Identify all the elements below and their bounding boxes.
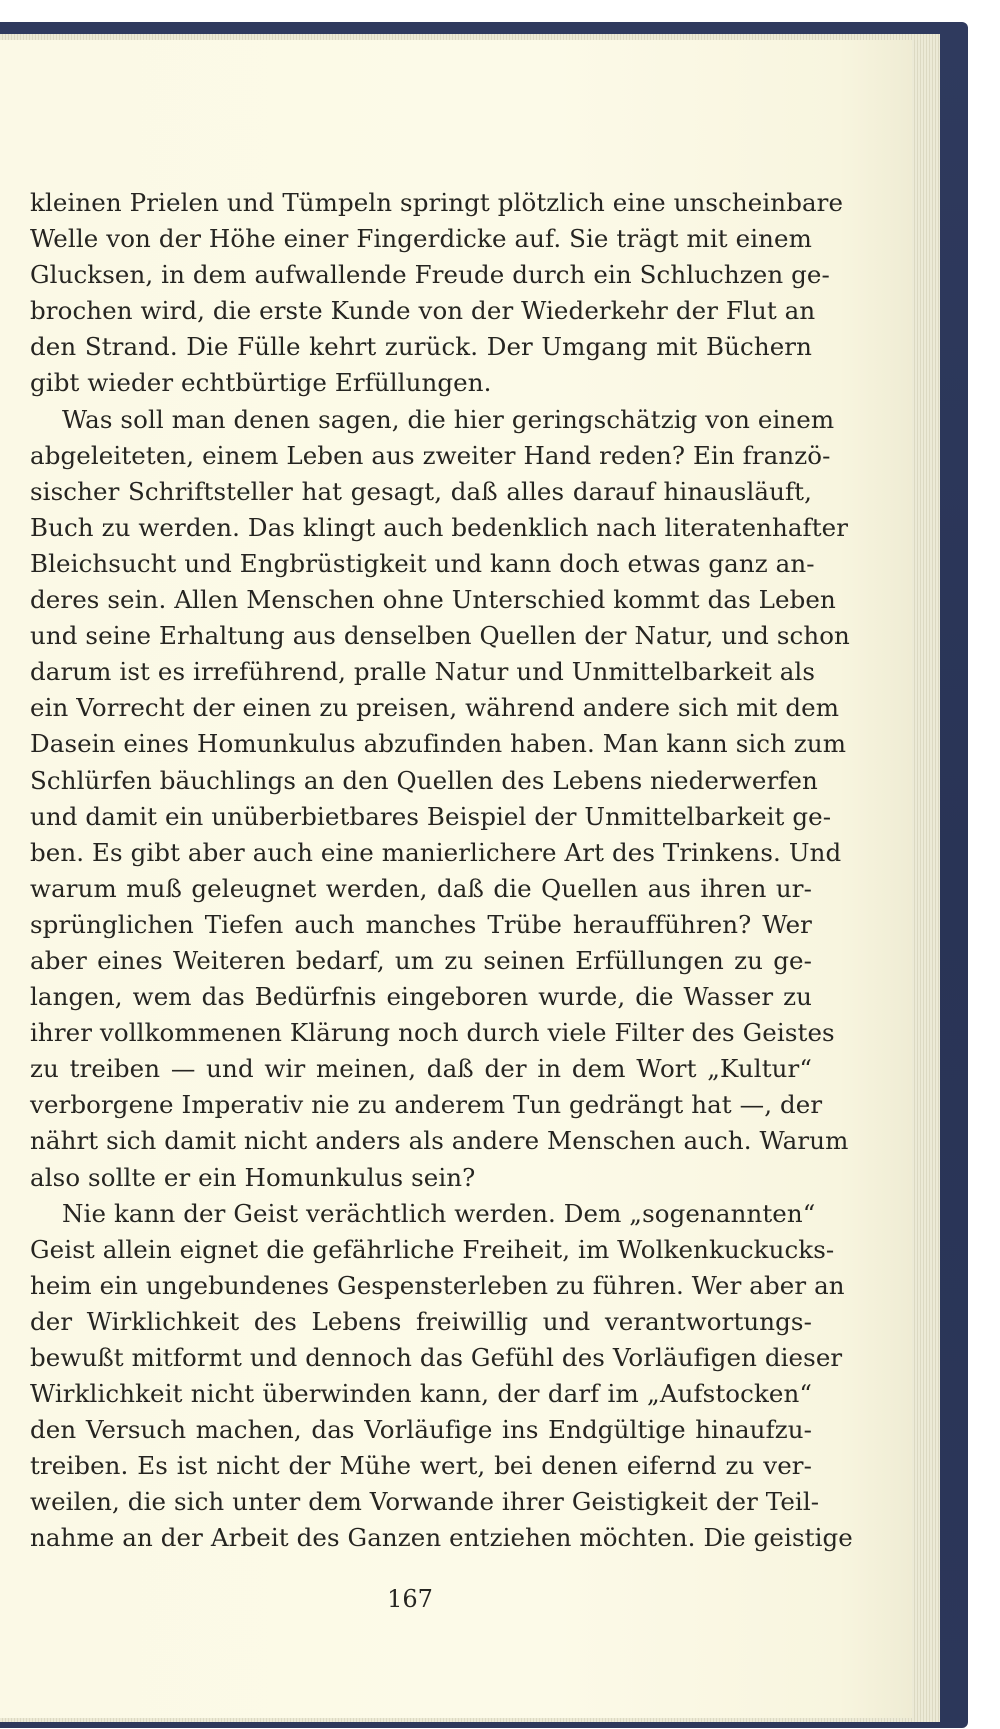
text-line: warum muß geleugnet werden, daß die Quellen aus ihren ur- — [30, 873, 812, 903]
text-line: Bleichsucht und Engbrüstigkeit und kann doch etwas ganz an- — [30, 548, 815, 578]
text-line: verborgene Imperativ nie zu anderem Tun gedrängt hat —, der — [30, 1090, 823, 1120]
text-line: deres sein. Allen Menschen ohne Unterschied kommt das Leben — [30, 585, 836, 615]
text-line: Dasein eines Homunkulus abzufinden haben. Man kann sich zum — [30, 729, 847, 759]
text-line: nahme an der Arbeit des Ganzen entziehen möchten. Die geistige — [30, 1523, 853, 1553]
text-line: Was soll man denen sagen, die hier geringschätzig von einem — [62, 404, 835, 434]
text-line: also sollte er ein Homunkulus sein? — [30, 1162, 476, 1192]
text-line: Welle von der Höhe einer Fingerdicke auf. Sie trägt mit einem — [30, 224, 812, 254]
text-line: weilen, die sich unter dem Vorwande ihrer Geistigkeit der Teil- — [30, 1487, 820, 1517]
text-line: Glucksen, in dem aufwallende Freude durch ein Schluchzen ge- — [30, 260, 830, 290]
text-line: und damit ein unüberbietbares Beispiel der Unmittelbarkeit ge- — [30, 801, 832, 831]
text-line: abgeleiteten, einem Leben aus zweiter Hand reden? Ein franzö- — [30, 440, 831, 470]
text-line: Geist allein eignet die gefährliche Freiheit, im Wolkenkuckucks- — [30, 1234, 835, 1264]
text-line: den Versuch machen, das Vorläufige ins Endgültige hinaufzu- — [30, 1415, 812, 1445]
text-line: bewußt mitformt und dennoch das Gefühl des Vorläufigen dieser — [30, 1343, 843, 1372]
text-line: sischer Schriftsteller hat gesagt, daß alles darauf hinausläuft, — [30, 476, 812, 506]
text-line: Buch zu werden. Das klingt auch bedenklich nach literatenhafter — [30, 512, 849, 542]
text-line: heim ein ungebundenes Gespensterleben zu führen. Wer aber an — [30, 1270, 845, 1300]
book-page — [0, 40, 912, 1718]
body-text — [30, 185, 853, 1557]
text-line: zu treiben — und wir meinen, daß der in dem Wort „Kultur“ — [30, 1054, 812, 1084]
text-line: den Strand. Die Fülle kehrt zurück. Der Umgang mit Büchern — [30, 332, 812, 362]
text-line: und seine Erhaltung aus denselben Quellen der Natur, und schon — [30, 621, 850, 651]
text-line: ihrer vollkommenen Klärung noch durch viele Filter des Geistes — [30, 1018, 835, 1048]
text-line: ein Vorrecht der einen zu preisen, während andere sich mit dem — [30, 693, 840, 723]
text-line: Wirklichkeit nicht überwinden kann, der darf im „Aufstocken“ — [30, 1379, 812, 1409]
text-line: nährt sich damit nicht anders als andere Menschen auch. Warum — [30, 1126, 849, 1156]
text-line: treiben. Es ist nicht der Mühe wert, bei denen eifernd zu ver- — [30, 1451, 812, 1481]
text-line: der Wirklichkeit des Lebens freiwillig und verantwortungs- — [30, 1306, 812, 1336]
text-line: gibt wieder echtbürtige Erfüllungen. — [30, 368, 492, 398]
text-line: kleinen Prielen und Tümpeln springt plötzlich eine unscheinbare — [30, 188, 844, 217]
text-line: Nie kann der Geist verächtlich werden. Dem „sogenannten“ — [62, 1198, 816, 1228]
text-line: aber eines Weiteren bedarf, um zu seinen Erfüllungen zu ge- — [30, 945, 812, 975]
text-line: sprünglichen Tiefen auch manches Trübe heraufführen? Wer — [30, 909, 812, 939]
text-line: ben. Es gibt aber auch eine manierlichere Art des Trinkens. Und — [30, 837, 842, 867]
page-number: 167 — [387, 1585, 433, 1613]
text-line: brochen wird, die erste Kunde von der Wiederkehr der Flut an — [30, 296, 816, 326]
text-line: Schlürfen bäuchlings an den Quellen des Lebens niederwerfen — [30, 765, 818, 795]
text-line: langen, wem das Bedürfnis eingeboren wurde, die Wasser zu — [30, 982, 812, 1012]
text-line: darum ist es irreführend, pralle Natur und Unmittelbarkeit als — [30, 657, 816, 687]
